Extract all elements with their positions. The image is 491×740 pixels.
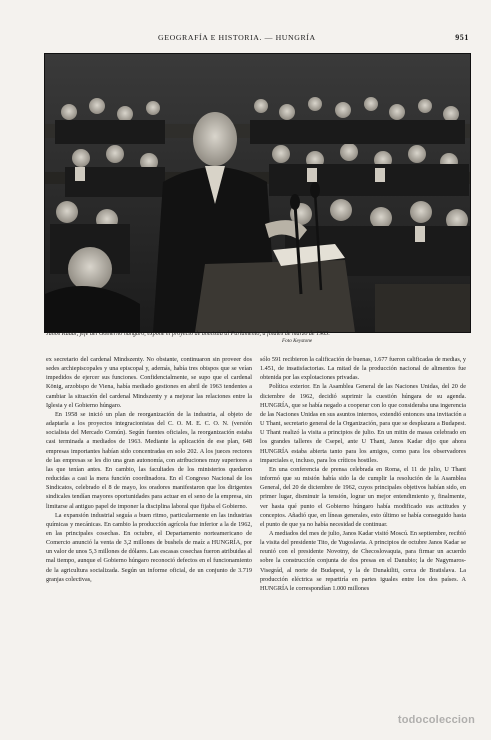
watermark-logo: todocoleccion <box>397 714 475 726</box>
running-header <box>40 33 469 47</box>
left-column <box>46 355 252 584</box>
parliament-photo-image <box>45 54 470 332</box>
parliament-photo <box>44 53 471 333</box>
paragraph: En una conferencia de prensa celebrada en Roma, el 11 de julio, U Thant informó que su misión había sido la de cumplir la resolución de la Asamblea General, del 20 de diciembre de 1962, cuyos principales objetivos habían sido, en primer lugar, disminuir la tensión, lograr un mejor entendimiento y, finalmente, ver hasta qué punto el Gobierno húngaro había modificado sus actitudes y conceptos. Añadió que, en líneas generales, esto último se había conseguido hasta el punto de que ya no había necesidad de continuar. <box>260 465 466 528</box>
paragraph: A mediados del mes de julio, Janos Kadar visitó Moscú. En septiembre, recibió la visita del presidente Tito, de Yugoslavia. A principios de octubre Janos Kadar se reunió con el presidente Novotny, de Checoslovaquia, para firmar un acuerdo sobre la construcción conjunta de dos presas en el Danubio; la de Nagymaros-Visegrád, al norte de Budapest, y la de Dunakiliti, cerca de Bratislava. La producción eléctrica se repartiría en partes iguales entre los dos países. A HUNGRÍA le correspondían 1.000 millones <box>260 529 466 592</box>
paragraph: ex secretario del cardenal Mindszenty. No obstante, continuaron sin proveer dos sedes archiepiscopales y una episcopal y, además, había tres obispos que se veían impedidos de ejercer sus funciones. Confidencialmente, se supo que el cardenal König, arzobispo de Viena, había mediado gestiones en abril de 1963 tendentes a cambiar la situación del cardenal Mindszenty y a mejorar las relaciones entre la Iglesia y el Gobierno húngaro. <box>46 356 252 409</box>
photo-caption <box>46 331 468 344</box>
right-column <box>260 355 466 593</box>
running-title: GEOGRAFÍA E HISTORIA. — HUNGRÍA <box>158 33 316 42</box>
paragraph: Política exterior. En la Asamblea General de las Naciones Unidas, del 20 de diciembre de 1962, decidió suprimir la cuestión húngara de su agenda. HUNGRÍA, que se había negado a cooperar con lo que consideraba una ingerencia de las Naciones Unidas en sus asuntos internos, extendió entonces una invitación a U Thant, secretario general de la Organización, para que se desplazara a Budapest. U Thant realizó la visita a principios de julio. En un mitin de masas celebrado en los grandes talleres de Csepel, ante U Thant, Janos Kadar dijo que ahora HUNGRÍA estaba abierta tanto para los amigos, como para los observadores imparciales e, incluso, para los críticos hostiles. <box>260 383 466 464</box>
paragraph: sólo 591 recibieron la calificación de buenas, 1.677 fueron calificadas de medias, y 1.451, de insatisfactorias. La mitad de la producción nacional de alimentos fue obtenida por las explotaciones privadas. <box>260 356 466 382</box>
photo-credit: Foto Keystone <box>282 338 313 344</box>
page-number: 951 <box>455 33 469 42</box>
paragraph: La expansión industrial seguía a buen ritmo, particularmente en las industrias químicas y mecánicas. En cambio la producción agrícola fue inferior a la de 1962, en las principales cosechas. En octubre, el Departamento norteamericano de Comercio anunció la venta de 3,2 millones de bushels de maíz a HUNGRÍA, por un valor de unos 5,3 millones de dólares. Las escasas cosechas fueron atribuidas al mal tiempo, aunque el Gobierno húngaro reconoció defectos en el funcionamiento de la agricultura socializada. Según un informe oficial, de un conjunto de 3.719 granjas colectivas, <box>46 511 252 583</box>
caption-text: Janos Kadar, jefe del Gobierno húngaro, expone el proyecto de amnistía al Parlamento, a finales de marzo de 1963. <box>46 331 330 337</box>
paragraph: En 1958 se inició un plan de reorganización de la industria, al objeto de adaptarla a los proyectos integracionistas del C. O. M. E. C. O. N. (versión socialista del Mercado Común). Según fuentes oficiales, la reorganización estaba casi terminada a mediados de 1963. Mediante la aplicación de ese plan, 648 empresas importantes habían sido concentradas en solo 202. A los jueces rectores de las empresas se les dio una gran autonomía, con atribuciones muy superiores a las que tenían antes. En cambio, las facultades de los ministerios quedaron reducidas a casi la mera función coordinadora. En el Congreso Nacional de los Sindicatos, celebrado el 8 de mayo, los oradores manifestaron que los dirigentes sindicales tendían mayores oportunidades para actuar en el seno de la empresa, sin limitarse al antiguo papel de imponer la disciplina laboral que fijaba el Gobierno. <box>46 410 252 510</box>
